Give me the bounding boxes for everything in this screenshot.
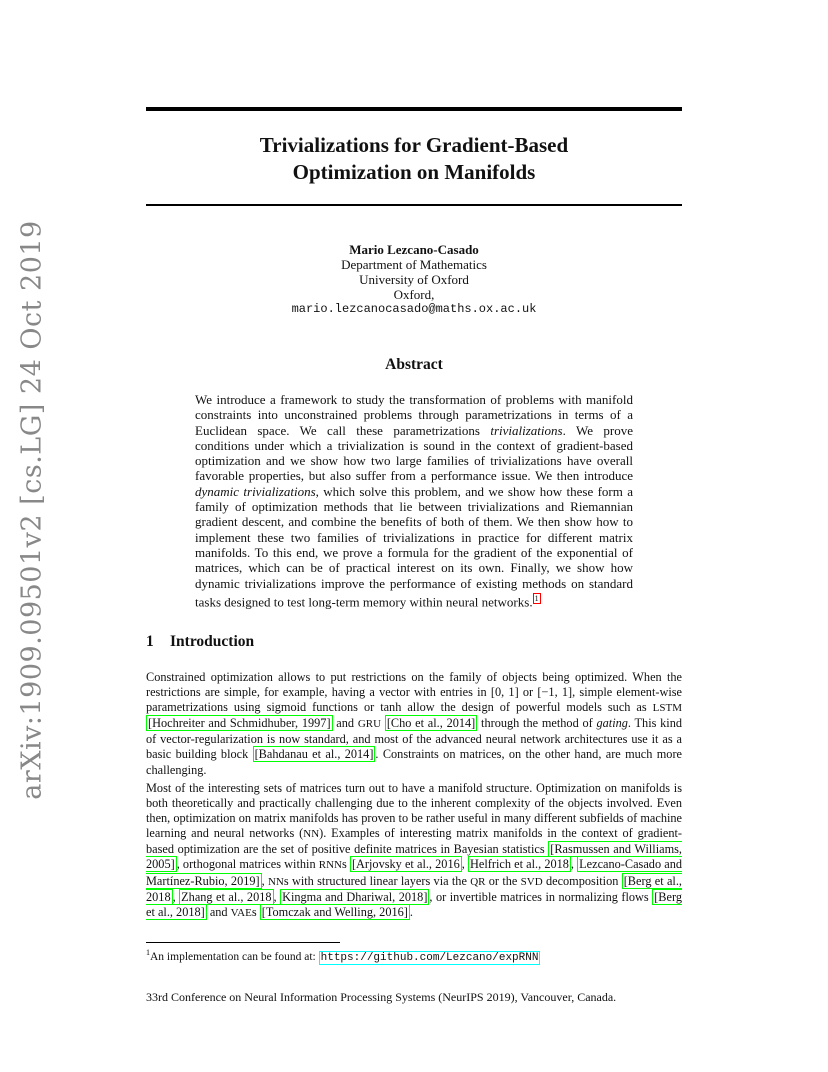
arxiv-identifier: arXiv:1909.09501v2 [cs.LG] 24 Oct 2019 — [16, 220, 48, 800]
author-name: Mario Lezcano-Casado — [349, 242, 479, 257]
paragraph-text: , — [172, 889, 180, 904]
arxiv-sidebar — [10, 220, 54, 800]
paragraph-text: , — [273, 889, 281, 904]
citation-link[interactable]: Zhang et al., 2018 — [181, 889, 272, 904]
acronym: VAE — [230, 906, 252, 919]
emphasis: gating — [596, 716, 628, 731]
math-function: tanh — [380, 700, 402, 715]
paragraph-text: s — [341, 857, 350, 872]
paragraph-text: Constrained optimization allows to put restrictions on the family of objects being optimized. When the restrictions are simple, for example, having a vector with entries in — [146, 670, 682, 700]
section-heading — [146, 633, 254, 651]
citation-link[interactable]: [Arjovsky et al., 2016 — [351, 857, 460, 872]
citation-link[interactable]: Kingma and Dhariwal, 2018] — [282, 889, 428, 904]
abstract-emphasis: trivializations — [490, 422, 563, 438]
section-number: 1 — [146, 633, 154, 650]
title-rule-bottom — [146, 204, 682, 206]
citation-link[interactable]: [Hochreiter and Schmidhuber, 1997] — [148, 716, 331, 731]
author-department: Department of Mathematics — [341, 257, 487, 272]
paragraph-text: s — [251, 904, 260, 919]
math-interval: [−1, 1] — [537, 685, 573, 700]
paragraph-text: , or invertible matrices in normalizing flows — [429, 889, 653, 904]
footnote-link[interactable]: 1 — [534, 593, 539, 603]
footnote-url-link[interactable]: https://github.com/Lezcano/expRNN — [320, 951, 539, 964]
paragraph-text: , simple element-wise parametrizations using sigmoid functions or — [146, 685, 682, 715]
paragraph-text: . — [409, 904, 413, 919]
acronym: SVD — [520, 875, 543, 888]
citation-link[interactable]: [Tomczak and Welling, 2016] — [261, 904, 408, 919]
section-title: Introduction — [170, 633, 255, 650]
paragraph-text: decomposition — [542, 873, 622, 888]
conference-note: 33rd Conference on Neural Information Processing Systems (NeurIPS 2019), Vancouver, Canada. — [146, 990, 617, 1004]
citation-link[interactable]: [Berg et al., 2018] — [146, 889, 682, 919]
paragraph-text: or — [518, 685, 538, 700]
paragraph-text: Most of the interesting sets of matrices turn out to have a manifold structure. Optimization on manifolds is both theoretically and practically challenging due to the inherent complexity of the objects involved. Even then, optimization on matrix manifolds has proven to be rather useful in many different subfields of machine learning and neural networks ( — [146, 781, 682, 841]
acronym: LSTM — [652, 702, 682, 715]
intro-paragraph-2 — [146, 781, 682, 921]
acronym: NN — [303, 828, 320, 841]
citation-link[interactable]: [Berg et al., 2018 — [146, 873, 682, 904]
author-city: Oxford, — [393, 287, 435, 302]
footnote-number: 1 — [146, 948, 150, 957]
title-rule-top — [146, 107, 682, 111]
paragraph-text: , — [261, 873, 268, 888]
paragraph-text: allow the design of powerful models such as — [401, 700, 653, 715]
paragraph-text: , — [461, 857, 468, 872]
footnote-text: An implementation can be found at: — [150, 950, 319, 963]
title-line-1: Trivializations for Gradient-Based — [259, 133, 569, 157]
title-line-2: Optimization on Manifolds — [292, 160, 536, 184]
abstract-heading: Abstract — [385, 356, 443, 373]
author-email[interactable]: mario.lezcanocasado@maths.ox.ac.uk — [291, 302, 537, 316]
footnote-rule — [146, 942, 340, 943]
citation-link[interactable]: [Bahdanau et al., 2014] — [254, 747, 374, 762]
citation-link[interactable]: Helfrich et al., 2018 — [470, 857, 569, 872]
abstract-text: We introduce a framework to study the transformation of problems with manifold constraints into unconstrained problems through parametrizations in terms of a Euclidean space. We call these parametrizations — [195, 392, 633, 438]
abstract-body — [195, 392, 633, 609]
author-university: University of Oxford — [359, 272, 469, 287]
paragraph-text: , orthogonal matrices within — [176, 857, 319, 872]
abstract-text: . We prove conditions under which a trivialization is sound in the context of gradient-based optimization and we show how two large families of trivializations have overall favorable properties, but also suffer from a performance issue. We then introduce — [195, 422, 633, 484]
paragraph-text: , — [570, 857, 578, 872]
paragraph-text: s with structured linear layers via the — [283, 873, 471, 888]
abstract-emphasis: dynamic trivializations — [195, 483, 316, 499]
paper-title — [146, 132, 682, 186]
paragraph-text: . Constraints on matrices, on the other hand, are much more challenging. — [146, 747, 682, 777]
paragraph-text: or the — [485, 873, 521, 888]
paragraph-text: and — [206, 904, 231, 919]
citation-link[interactable]: [Rasmussen and Williams, 2005] — [146, 842, 683, 872]
paragraph-text: and — [332, 716, 358, 731]
abstract-text: , which solve this problem, and we show how these form a family of optimization methods that lie between trivializations and Riemannian gradient descent, and combine the benefits of both of them. We then show how to implement these two families of trivializations in practice for different matrix manifolds. To this end, we prove a formula for the gradient of the exponential of matrices, which can be of practical interest on its own. Finally, we show how dynamic trivializations improve the performance of existing methods on standard tasks designed to test long-term memory within neural networks. — [195, 483, 633, 610]
intro-paragraph-1 — [146, 670, 682, 778]
citation-link[interactable]: [Cho et al., 2014] — [386, 716, 476, 731]
author-block — [146, 242, 682, 317]
paragraph-text: . This kind of vector-regularization is now standard, and most of the advanced neural network architectures use it as a basic building block — [146, 716, 683, 762]
citation-link[interactable]: Lezcano-Casado and Martínez-Rubio, 2019] — [146, 857, 682, 888]
acronym: NN — [267, 875, 284, 888]
acronym: GRU — [357, 718, 382, 731]
paragraph-text: through the method of — [477, 716, 597, 731]
paragraph-text: ). Examples of interesting matrix manifolds in the context of gradient-based optimization are the set of positive definite matrices in Bayesian statistics — [146, 826, 682, 857]
footnote — [146, 948, 682, 964]
acronym: QR — [470, 875, 486, 888]
acronym: RNN — [318, 859, 342, 872]
math-interval: [0, 1] — [490, 685, 519, 700]
